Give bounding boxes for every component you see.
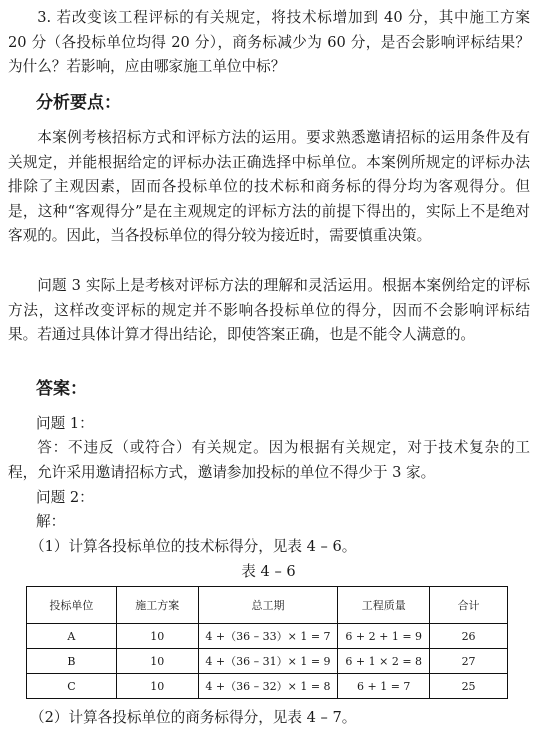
column-header: 总工期 bbox=[198, 587, 338, 624]
table-cell: C bbox=[27, 674, 117, 699]
step-1-text: （1）计算各投标单位的技术标得分，见表 4 – 6。 bbox=[30, 538, 357, 555]
question-1-label: 问题 1： bbox=[36, 415, 94, 432]
tech-score-table bbox=[26, 586, 508, 699]
solution-label: 解： bbox=[36, 513, 66, 530]
table-caption: 表 4 – 6 bbox=[241, 563, 296, 580]
table-cell: 6 + 1 × 2 = 8 bbox=[338, 649, 430, 674]
column-header: 施工方案 bbox=[116, 587, 198, 624]
column-header: 工程质量 bbox=[338, 587, 430, 624]
table-cell: 6 + 2 + 1 = 9 bbox=[338, 624, 430, 649]
question-3-text: 3. 若改变该工程评标的有关规定，将技术标增加到 40 分，其中施工方案 20 分（各投标单位均得 20 分），商务标减少为 60 分，是否会影响评标结果？为什么？若影响，应由哪家施工单位中标？ bbox=[8, 9, 530, 76]
analysis-paragraph-1: 本案例考核招标方式和评标方法的运用。要求熟悉邀请招标的运用条件及有关规定，并能根据给定的评标办法正确选择中标单位。本案例所规定的评标办法排除了主观因素，固而各投标单位的技术标和商务标的得分均为客观得分。但是，这种“客观得分”是在主观规定的评标方法的前提下得出的，实际上不是绝对客观的。因此，当各投标单位的得分较为接近时，需要慎重决策。 bbox=[8, 129, 530, 245]
table-row bbox=[27, 674, 508, 699]
table-cell: 27 bbox=[430, 649, 508, 674]
table-header-row bbox=[27, 587, 508, 624]
table-cell: 4 +（36 – 33）× 1 = 7 bbox=[198, 624, 338, 649]
column-header: 合计 bbox=[430, 587, 508, 624]
table-cell: 10 bbox=[116, 624, 198, 649]
table-cell: 25 bbox=[430, 674, 508, 699]
table-cell: 26 bbox=[430, 624, 508, 649]
question-2-label: 问题 2： bbox=[36, 489, 94, 506]
analysis-paragraph-2: 问题 3 实际上是考核对评标方法的理解和灵活运用。根据本案例给定的评标方法，这样改变评标的规定并不影响各投标单位的得分，因而不会影响评标结果。若通过具体计算才得出结论，即使答案正确，也是不能令人满意的。 bbox=[8, 277, 530, 344]
table-cell: B bbox=[27, 649, 117, 674]
answer-heading: 答案： bbox=[36, 379, 87, 399]
table-cell: 6 + 1 = 7 bbox=[338, 674, 430, 699]
table-cell: A bbox=[27, 624, 117, 649]
table-row bbox=[27, 649, 508, 674]
column-header: 投标单位 bbox=[27, 587, 117, 624]
analysis-heading: 分析要点： bbox=[36, 93, 121, 113]
table-cell: 10 bbox=[116, 649, 198, 674]
question-1-answer: 答：不违反（或符合）有关规定。因为根据有关规定，对于技术复杂的工程，允许采用邀请招标方式，邀请参加投标的单位不得少于 3 家。 bbox=[8, 439, 530, 481]
table-cell: 10 bbox=[116, 674, 198, 699]
step-2-text: （2）计算各投标单位的商务标得分，见表 4 – 7。 bbox=[30, 709, 357, 726]
table-cell: 4 +（36 – 32）× 1 = 8 bbox=[198, 674, 338, 699]
table-cell: 4 +（36 – 31）× 1 = 9 bbox=[198, 649, 338, 674]
table-row bbox=[27, 624, 508, 649]
